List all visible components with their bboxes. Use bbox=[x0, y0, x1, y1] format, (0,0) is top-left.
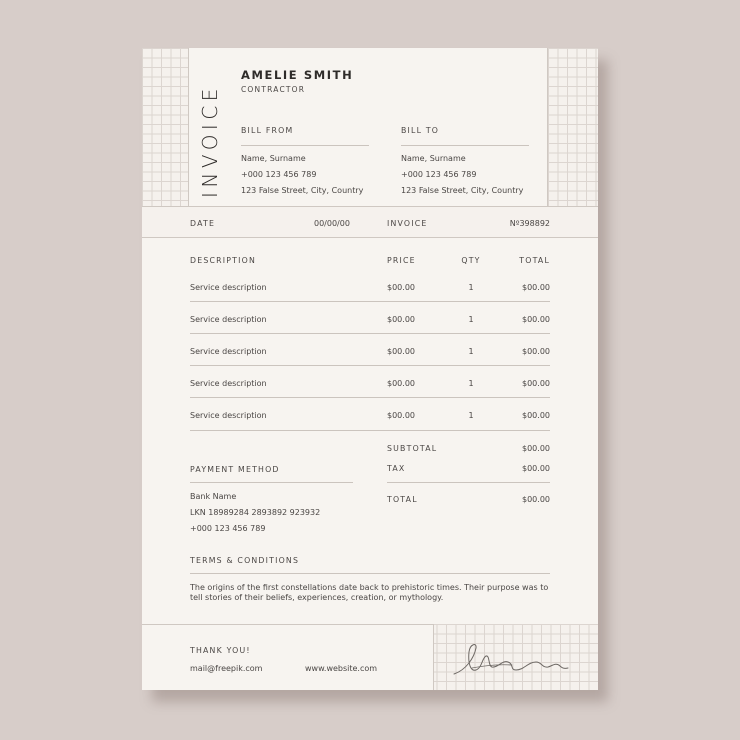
payment-phone: +000 123 456 789 bbox=[190, 524, 266, 533]
row-qty: 1 bbox=[468, 283, 474, 292]
row-qty: 1 bbox=[468, 411, 474, 420]
row-price: $00.00 bbox=[387, 411, 415, 420]
row-description: Service description bbox=[190, 411, 267, 420]
date-value: 00/00/00 bbox=[314, 219, 350, 228]
terms-text: The origins of the first constellations date back to prehistoric times. Their purpose was to tell stories of their beliefs, experiences, creation, or mythology. bbox=[190, 583, 549, 602]
total-value: $00.00 bbox=[522, 495, 550, 504]
tax-label: TAX bbox=[387, 464, 406, 473]
payment-method-label: PAYMENT METHOD bbox=[190, 465, 280, 474]
contractor-role: CONTRACTOR bbox=[241, 85, 306, 94]
total-label: TOTAL bbox=[387, 495, 418, 504]
row-total: $00.00 bbox=[522, 283, 550, 292]
divider bbox=[401, 145, 529, 146]
row-divider bbox=[190, 333, 550, 334]
bank-name: Bank Name bbox=[190, 492, 237, 501]
row-description: Service description bbox=[190, 315, 267, 324]
row-description: Service description bbox=[190, 379, 267, 388]
footer-email: mail@freepik.com bbox=[190, 664, 263, 673]
account-number: LKN 18989284 2893892 923932 bbox=[190, 508, 321, 517]
divider bbox=[387, 482, 550, 483]
divider bbox=[190, 573, 550, 574]
subtotal-value: $00.00 bbox=[522, 444, 550, 453]
subtotal-label: SUBTOTAL bbox=[387, 444, 438, 453]
col-header-price: PRICE bbox=[387, 256, 416, 265]
bill-to-label: BILL TO bbox=[401, 126, 440, 135]
bill-to-phone: +000 123 456 789 bbox=[401, 170, 477, 179]
terms-label: TERMS & CONDITIONS bbox=[190, 556, 300, 565]
date-label: DATE bbox=[190, 219, 216, 228]
bill-from-address: 123 False Street, City, Country bbox=[241, 186, 364, 195]
divider bbox=[241, 145, 369, 146]
invoice-page bbox=[142, 48, 598, 690]
row-qty: 1 bbox=[468, 315, 474, 324]
footer-website: www.website.com bbox=[305, 664, 378, 673]
row-divider bbox=[190, 430, 550, 431]
row-price: $00.00 bbox=[387, 347, 415, 356]
footer-box bbox=[142, 624, 434, 690]
row-price: $00.00 bbox=[387, 379, 415, 388]
row-total: $00.00 bbox=[522, 315, 550, 324]
row-divider bbox=[190, 365, 550, 366]
row-description: Service description bbox=[190, 283, 267, 292]
grid-pattern-right bbox=[548, 48, 598, 206]
tax-value: $00.00 bbox=[522, 464, 550, 473]
row-description: Service description bbox=[190, 347, 267, 356]
grid-pattern-left bbox=[142, 48, 188, 206]
row-total: $00.00 bbox=[522, 379, 550, 388]
bill-to-name: Name, Surname bbox=[401, 154, 466, 163]
row-total: $00.00 bbox=[522, 411, 550, 420]
row-divider bbox=[190, 301, 550, 302]
row-divider bbox=[190, 397, 550, 398]
invoice-number-label: INVOICE bbox=[387, 219, 428, 228]
row-price: $00.00 bbox=[387, 283, 415, 292]
col-header-qty: QTY bbox=[461, 256, 481, 265]
col-header-description: DESCRIPTION bbox=[190, 256, 256, 265]
bill-to-address: 123 False Street, City, Country bbox=[401, 186, 524, 195]
col-header-total: TOTAL bbox=[519, 256, 550, 265]
invoice-title: INVOICE bbox=[198, 84, 222, 198]
divider bbox=[190, 482, 353, 483]
row-qty: 1 bbox=[468, 347, 474, 356]
thank-you: THANK YOU! bbox=[190, 646, 251, 655]
row-qty: 1 bbox=[468, 379, 474, 388]
invoice-number: Nº398892 bbox=[509, 219, 550, 228]
row-price: $00.00 bbox=[387, 315, 415, 324]
signature-graphic bbox=[452, 640, 572, 680]
bill-from-phone: +000 123 456 789 bbox=[241, 170, 317, 179]
row-total: $00.00 bbox=[522, 347, 550, 356]
bill-from-label: BILL FROM bbox=[241, 126, 294, 135]
bill-from-name: Name, Surname bbox=[241, 154, 306, 163]
contractor-name: AMELIE SMITH bbox=[241, 68, 354, 82]
